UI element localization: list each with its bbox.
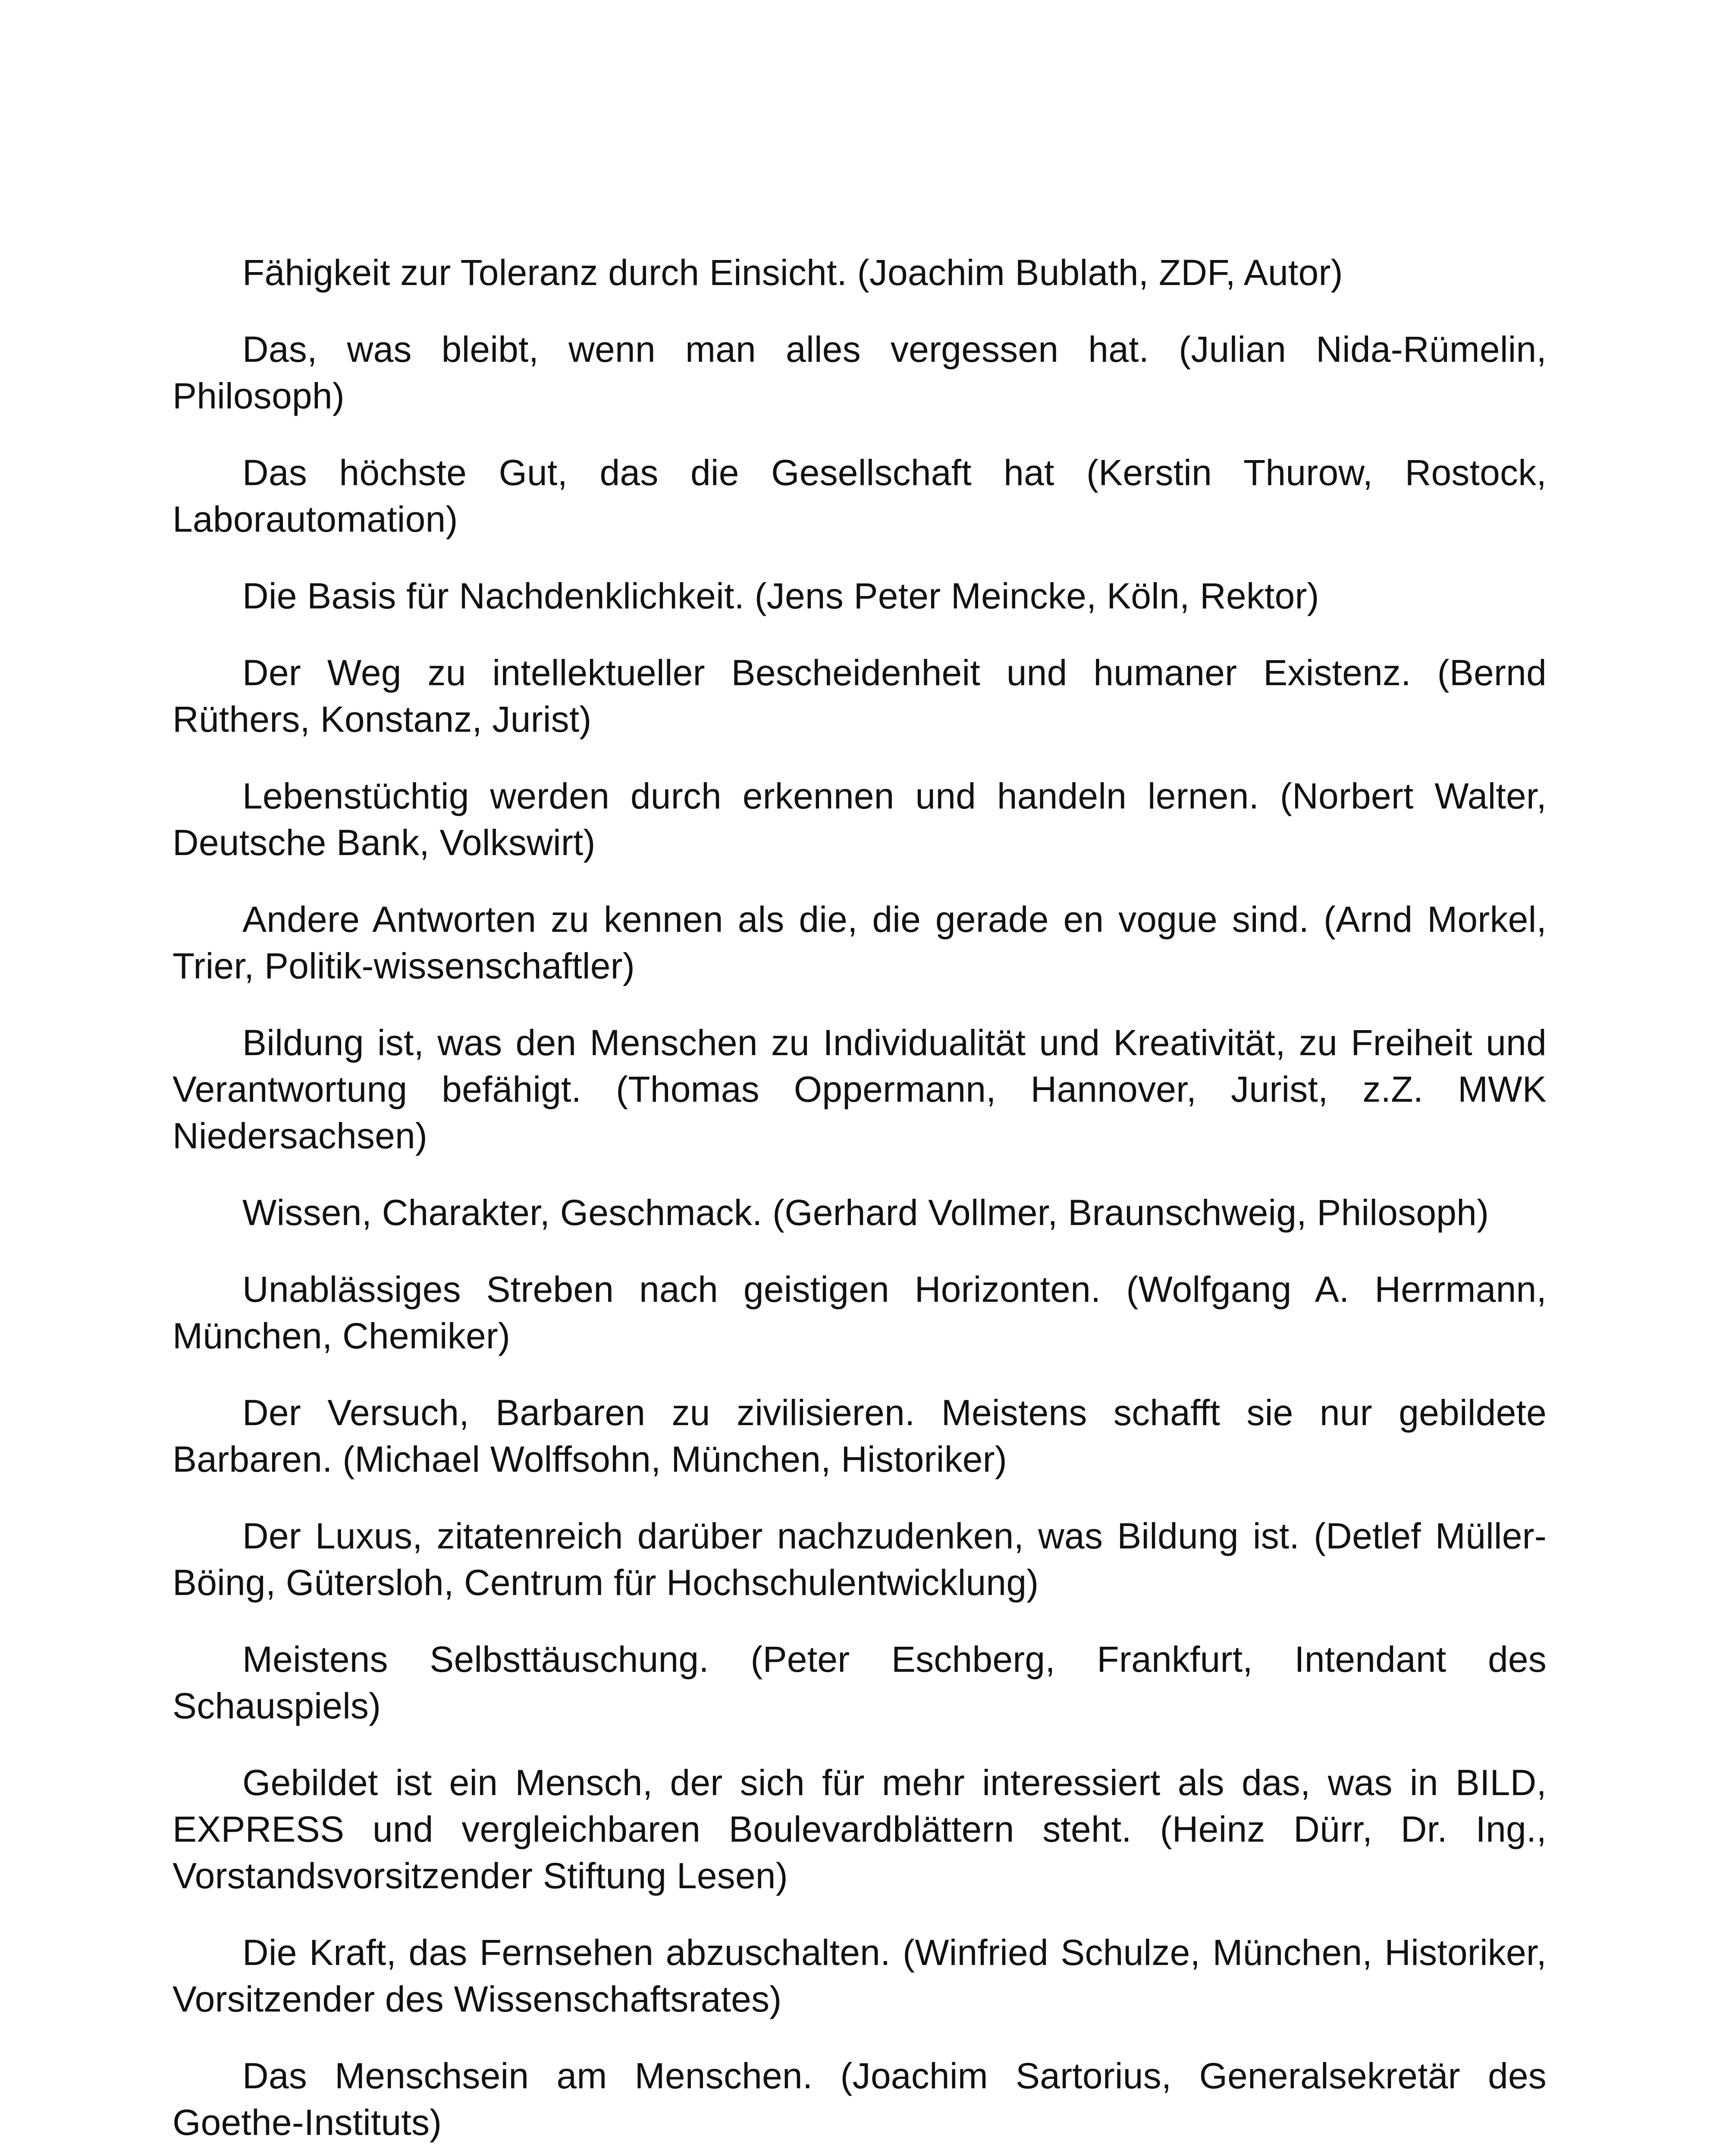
quote-paragraph: Der Versuch, Barbaren zu zivilisieren. Meistens schafft sie nur gebildete Barbaren. (Michael Wolffsohn, München, Historiker) (173, 1392, 1547, 1479)
quote-paragraph: Die Kraft, das Fernsehen abzuschalten. (Winfried Schulze, München, Historiker, Vorsitzender des Wissenschaftsrates) (173, 1932, 1547, 2019)
quote-paragraph: Das, was bleibt, wenn man alles vergessen hat. (Julian Nida-Rümelin, Philosoph) (173, 329, 1547, 416)
quote-paragraph: Die Basis für Nachdenklichkeit. (Jens Peter Meincke, Köln, Rektor) (242, 576, 1319, 616)
page-body (173, 249, 1547, 2156)
quote-paragraph: Meistens Selbsttäuschung. (Peter Eschberg, Frankfurt, Intendant des Schauspiels) (173, 1639, 1547, 1726)
quote-paragraph: Gebildet ist ein Mensch, der sich für mehr interessiert als das, was in BILD, EXPRESS und vergleichbaren Boulevardblättern steht. (Heinz Dürr, Dr. Ing., Vorstandsvorsitzender Stiftung Lesen) (173, 1762, 1547, 1896)
quote-paragraph: Der Luxus, zitatenreich darüber nachzudenken, was Bildung ist. (Detlef Müller-Böing, Gütersloh, Centrum für Hochschulentwicklung) (173, 1516, 1547, 1603)
quote-paragraph: Fähigkeit zur Toleranz durch Einsicht. (Joachim Bublath, ZDF, Autor) (242, 252, 1343, 293)
quote-paragraph: Das Menschsein am Menschen. (Joachim Sartorius, Generalsekretär des Goethe-Instituts) (173, 2056, 1547, 2143)
quote-paragraph: Bildung ist, was den Menschen zu Individualität und Kreativität, zu Freiheit und Verantwortung befähigt. (Thomas Oppermann, Hannover, Jurist, z.Z. MWK Niedersachsen) (173, 1022, 1547, 1156)
quote-paragraph: Lebenstüchtig werden durch erkennen und handeln lernen. (Norbert Walter, Deutsche Bank, Volkswirt) (173, 776, 1547, 863)
quote-paragraph: Andere Antworten zu kennen als die, die gerade en vogue sind. (Arnd Morkel, Trier, Politik-wissenschaftler) (173, 899, 1547, 986)
quote-paragraph: Wissen, Charakter, Geschmack. (Gerhard Vollmer, Braunschweig, Philosoph) (242, 1192, 1489, 1233)
quote-paragraph: Der Weg zu intellektueller Bescheidenheit und humaner Existenz. (Bernd Rüthers, Konstanz, Jurist) (173, 652, 1547, 740)
quote-paragraph: Das höchste Gut, das die Gesellschaft hat (Kerstin Thurow, Rostock, Laborautomation) (173, 452, 1547, 539)
quote-paragraph: Unablässiges Streben nach geistigen Horizonten. (Wolfgang A. Herrmann, München, Chemiker) (173, 1269, 1547, 1356)
